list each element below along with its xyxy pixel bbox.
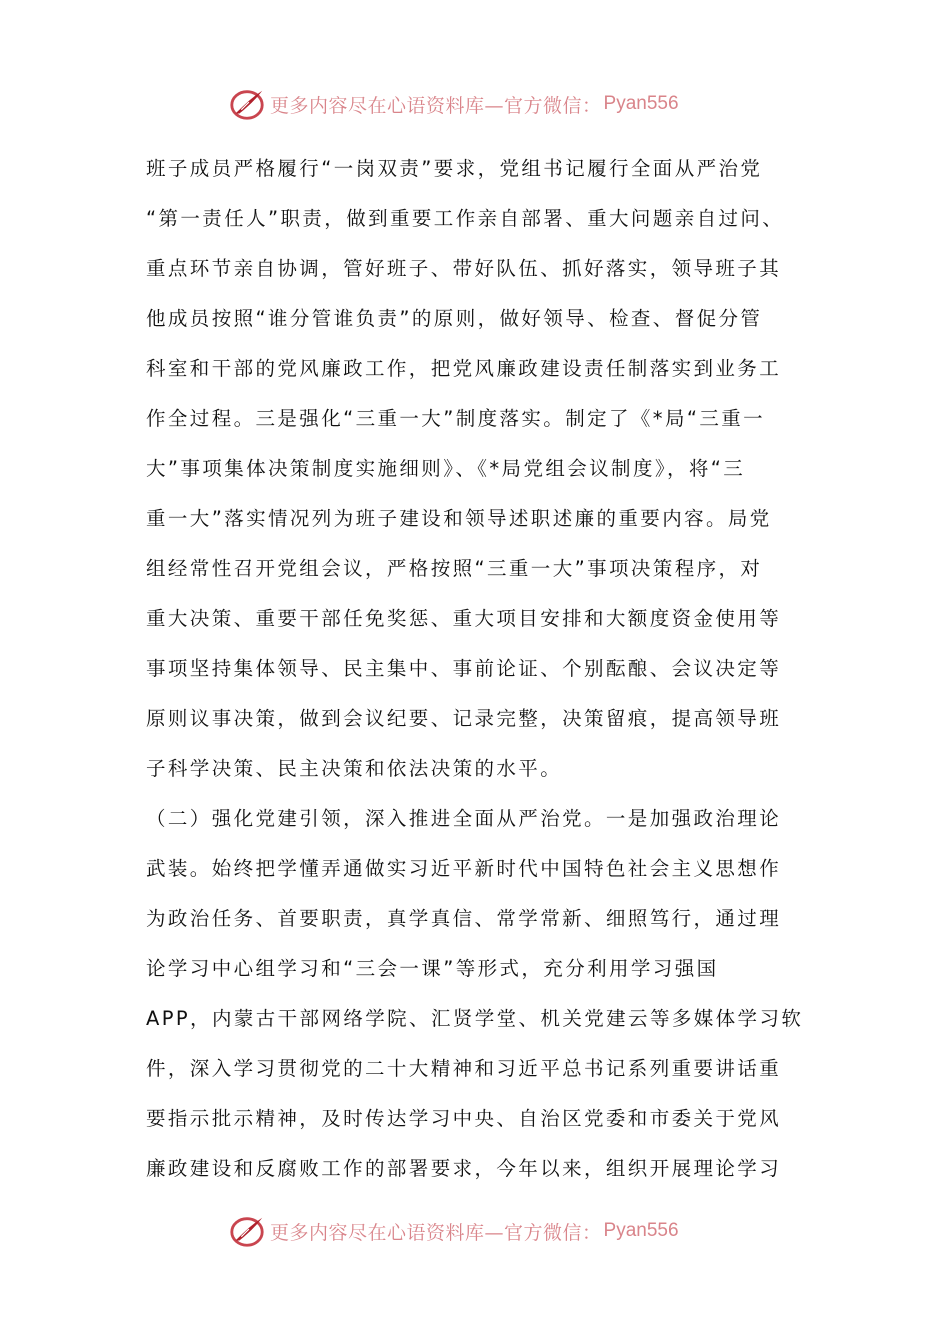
header-watermark-banner [228,82,679,126]
header-watermark-text: 更多内容尽在心语资料库—官方微信： [270,94,602,117]
body-line: 要指示批示精神，及时传达学习中央、自治区党委和市委关于党风 [146,1107,782,1130]
body-line: 廉政建设和反腐败工作的部署要求，今年以来，组织开展理论学习 [146,1157,782,1180]
body-line: 原则议事决策，做到会议纪要、记录完整，决策留痕，提高领导班 [146,707,782,730]
document-body [146,144,826,1194]
body-line: 重一大”落实情况列为班子建设和领导述职述廉的重要内容。局党 [146,507,772,530]
footer-wechat-id: Pyan556 [603,1220,679,1241]
body-line: 事项坚持集体领导、民主集中、事前论证、个别酝酿、会议决定等 [146,657,782,680]
body-line: 班子成员严格履行“一岗双责”要求，党组书记履行全面从严治党 [146,157,763,180]
quill-logo-icon [228,85,266,123]
quill-logo-icon [228,1212,266,1250]
body-line: 重点环节亲自协调，管好班子、带好队伍、抓好落实，领导班子其 [146,257,782,280]
footer-watermark-banner [228,1209,679,1253]
body-line: 重大决策、重要干部任免奖惩、重大项目安排和大额度资金使用等 [146,607,782,630]
body-line: 为政治任务、首要职责，真学真信、常学常新、细照笃行，通过理 [146,907,782,930]
body-line: 武装。始终把学懂弄通做实习近平新时代中国特色社会主义思想作 [146,857,782,880]
body-line: 子科学决策、民主决策和依法决策的水平。 [146,757,563,780]
body-line: 他成员按照“谁分管谁负责”的原则，做好领导、检查、督促分管 [146,307,763,330]
body-line: 大”事项集体决策制度实施细则》、《*局党组会议制度》，将“三 [146,457,746,480]
header-wechat-id: Pyan556 [603,93,679,114]
body-line: 作全过程。三是强化“三重一大”制度落实。制定了《*局“三重一 [146,407,766,430]
footer-watermark-text: 更多内容尽在心语资料库—官方微信： [270,1221,602,1244]
body-line: APP，内蒙古干部网络学院、汇贤学堂、机关党建云等多媒体学习软 [146,1007,804,1030]
body-line: 件，深入学习贯彻党的二十大精神和习近平总书记系列重要讲话重 [146,1057,782,1080]
body-line: 科室和干部的党风廉政工作，把党风廉政建设责任制落实到业务工 [146,357,782,380]
body-line: 论学习中心组学习和“三会一课”等形式，充分利用学习强国 [146,957,719,980]
body-line: 组经常性召开党组会议，严格按照“三重一大”事项决策程序，对 [146,557,763,580]
body-line: “第一责任人”职责，做到重要工作亲自部署、重大问题亲自过问、 [146,207,785,230]
section-heading-line: （二）强化党建引领，深入推进全面从严治党。一是加强政治理论 [146,807,782,830]
